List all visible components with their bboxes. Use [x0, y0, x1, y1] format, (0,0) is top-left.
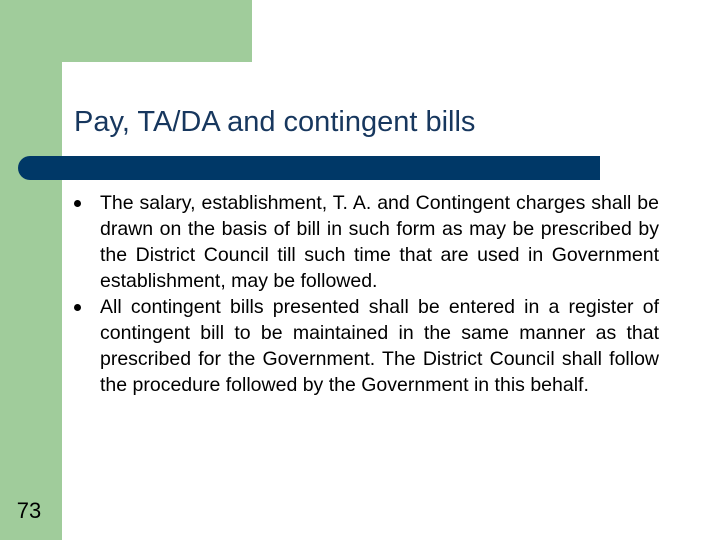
- bullet-text: The salary, establishment, T. A. and Contingent charges shall be drawn on the basis of bill in such form as may be prescribed by the District Council till such time that are used in Government establishment, may be followed.: [100, 192, 659, 292]
- bullet-dot-icon: [74, 200, 81, 207]
- bullet-list: [72, 190, 659, 398]
- bullet-dot-icon: [74, 304, 81, 311]
- bullet-text: All contingent bills presented shall be entered in a register of contingent bill to be maintained in the same manner as that prescribed for the Government. The District Council shall follow the procedure followed by the Government in this behalf.: [100, 296, 659, 396]
- bullet-item: [72, 294, 659, 398]
- slide-number: 73: [16, 498, 42, 523]
- bullet-item: [72, 190, 659, 294]
- slide-title: Pay, TA/DA and contingent bills: [74, 106, 476, 138]
- decorative-green-band-left: [0, 0, 62, 540]
- title-underline-bar: [18, 156, 600, 180]
